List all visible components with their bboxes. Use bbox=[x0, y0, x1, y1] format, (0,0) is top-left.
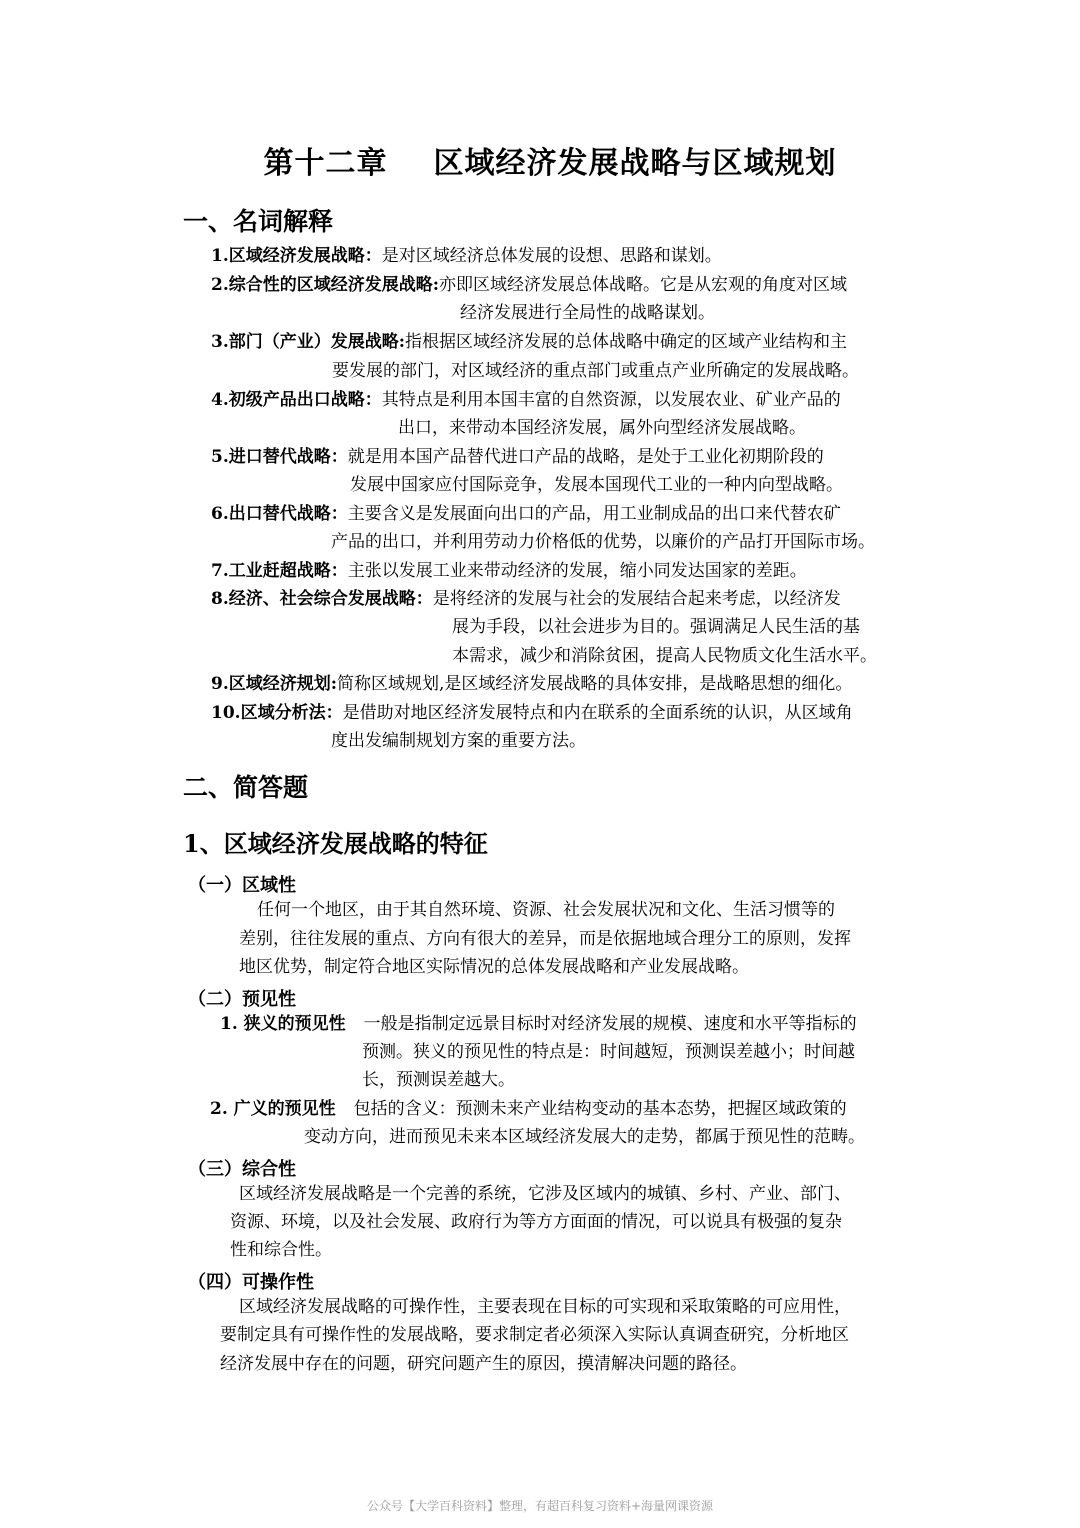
term-entry: 5.进口替代战略：就是用本国产品替代进口产品的战略，是处于工业化初期阶段的 bbox=[211, 447, 824, 467]
term-entry: 2.综合性的区域经济发展战略:亦即区域经济发展总体战略。它是从宏观的角度对区域 bbox=[211, 275, 848, 295]
sub-continuation: 长，预测误差越大。 bbox=[362, 1070, 515, 1090]
chapter-name: 区域经济发展战略与区域规划 bbox=[433, 146, 837, 181]
term-continuation: 展为手段，以社会进步为目的。强调满足人民生活的基 bbox=[452, 617, 860, 637]
sub-continuation: 预测。狭义的预见性的特点是：时间越短，预测误差越小；时间越 bbox=[362, 1042, 855, 1062]
term-continuation: 本需求，减少和消除贫困，提高人民物质文化生活水平。 bbox=[452, 646, 877, 666]
paragraph-line: 区域经济发展战略的可操作性，主要表现在目标的可实现和采取策略的可应用性， bbox=[239, 1297, 851, 1317]
term-entry: 4.初级产品出口战略：其特点是利用本国丰富的自然资源，以发展农业、矿业产品的 bbox=[211, 390, 841, 410]
paragraph-line: 要制定具有可操作性的发展战略，要求制定者必须深入实际认真调查研究，分析地区 bbox=[220, 1325, 849, 1345]
paragraph-line: 经济发展中存在的问题，研究问题产生的原因，摸清解决问题的路径。 bbox=[220, 1354, 747, 1374]
term-continuation: 发展中国家应付国际竞争，发展本国现代工业的一种内向型战略。 bbox=[350, 475, 843, 495]
footer-watermark: 公众号【大学百科资料】整理，有超百科复习资料+海量网课资源 bbox=[366, 1499, 714, 1513]
part-heading-regional: （一）区域性 bbox=[188, 875, 296, 896]
sub-entry: 2. 广义的预见性 包括的含义：预测未来产业结构变动的基本态势，把握区域政策的 bbox=[210, 1099, 847, 1119]
paragraph-line: 差别，往往发展的重点、方向有很大的差异，而是依据地域合理分工的原则，发挥 bbox=[239, 929, 851, 949]
section-heading-definitions: 一、名词解释 bbox=[183, 207, 334, 236]
paragraph-line: 资源、环境，以及社会发展、政府行为等方方面面的情况，可以说具有极强的复杂 bbox=[230, 1212, 842, 1232]
paragraph-line: 地区优势，制定符合地区实际情况的总体发展战略和产业发展战略。 bbox=[239, 957, 749, 977]
term-continuation: 度出发编制规划方案的重要方法。 bbox=[331, 731, 586, 751]
paragraph-line: 任何一个地区，由于其自然环境、资源、社会发展状况和文化、生活习惯等的 bbox=[257, 900, 835, 920]
sub-continuation: 变动方向，进而预见未来本区域经济发展大的走势，都属于预见性的范畴。 bbox=[304, 1127, 865, 1147]
term-continuation: 经济发展进行全局性的战略谋划。 bbox=[460, 303, 715, 323]
chapter-title bbox=[0, 138, 1080, 182]
section-heading-short-answer: 二、简答题 bbox=[183, 773, 309, 802]
term-continuation: 要发展的部门，对区域经济的重点部门或重点产业所确定的发展战略。 bbox=[332, 361, 859, 381]
paragraph-line: 区域经济发展战略是一个完善的系统，它涉及区域内的城镇、乡村、产业、部门、 bbox=[239, 1184, 851, 1204]
term-entry: 10.区域分析法：是借助对地区经济发展特点和内在联系的全面系统的认识，从区域角 bbox=[211, 703, 853, 723]
part-heading-comprehensive: （三）综合性 bbox=[188, 1159, 296, 1180]
sub-entry: 1. 狭义的预见性 一般是指制定远景目标时对经济发展的规模、速度和水平等指标的 bbox=[220, 1014, 857, 1034]
term-entry: 3.部门（产业）发展战略:指根据区域经济发展的总体战略中确定的区域产业结构和主 bbox=[211, 332, 848, 352]
term-entry: 6.出口替代战略：主要含义是发展面向出口的产品，用工业制成品的出口来代替农矿 bbox=[211, 504, 841, 524]
chapter-number: 第十二章 bbox=[263, 146, 388, 181]
part-heading-foresight: （二）预见性 bbox=[188, 989, 296, 1010]
term-entry: 1.区域经济发展战略：是对区域经济总体发展的设想、思路和谋划。 bbox=[211, 246, 722, 266]
term-continuation: 产品的出口，并利用劳动力价格低的优势，以廉价的产品打开国际市场。 bbox=[331, 532, 875, 552]
part-heading-operability: （四）可操作性 bbox=[188, 1272, 314, 1293]
question-heading: 1、区域经济发展战略的特征 bbox=[183, 829, 488, 858]
term-entry: 7.工业赶超战略：主张以发展工业来带动经济的发展，缩小同发达国家的差距。 bbox=[211, 561, 807, 581]
term-entry: 8.经济、社会综合发展战略：是将经济的发展与社会的发展结合起来考虑，以经济发 bbox=[211, 589, 841, 609]
term-continuation: 出口，来带动本国经济发展，属外向型经济发展战略。 bbox=[398, 418, 806, 438]
paragraph-line: 性和综合性。 bbox=[230, 1240, 332, 1260]
term-entry: 9.区域经济规划:简称区域规划,是区域经济发展战略的具体安排，是战略思想的细化。 bbox=[211, 674, 853, 694]
